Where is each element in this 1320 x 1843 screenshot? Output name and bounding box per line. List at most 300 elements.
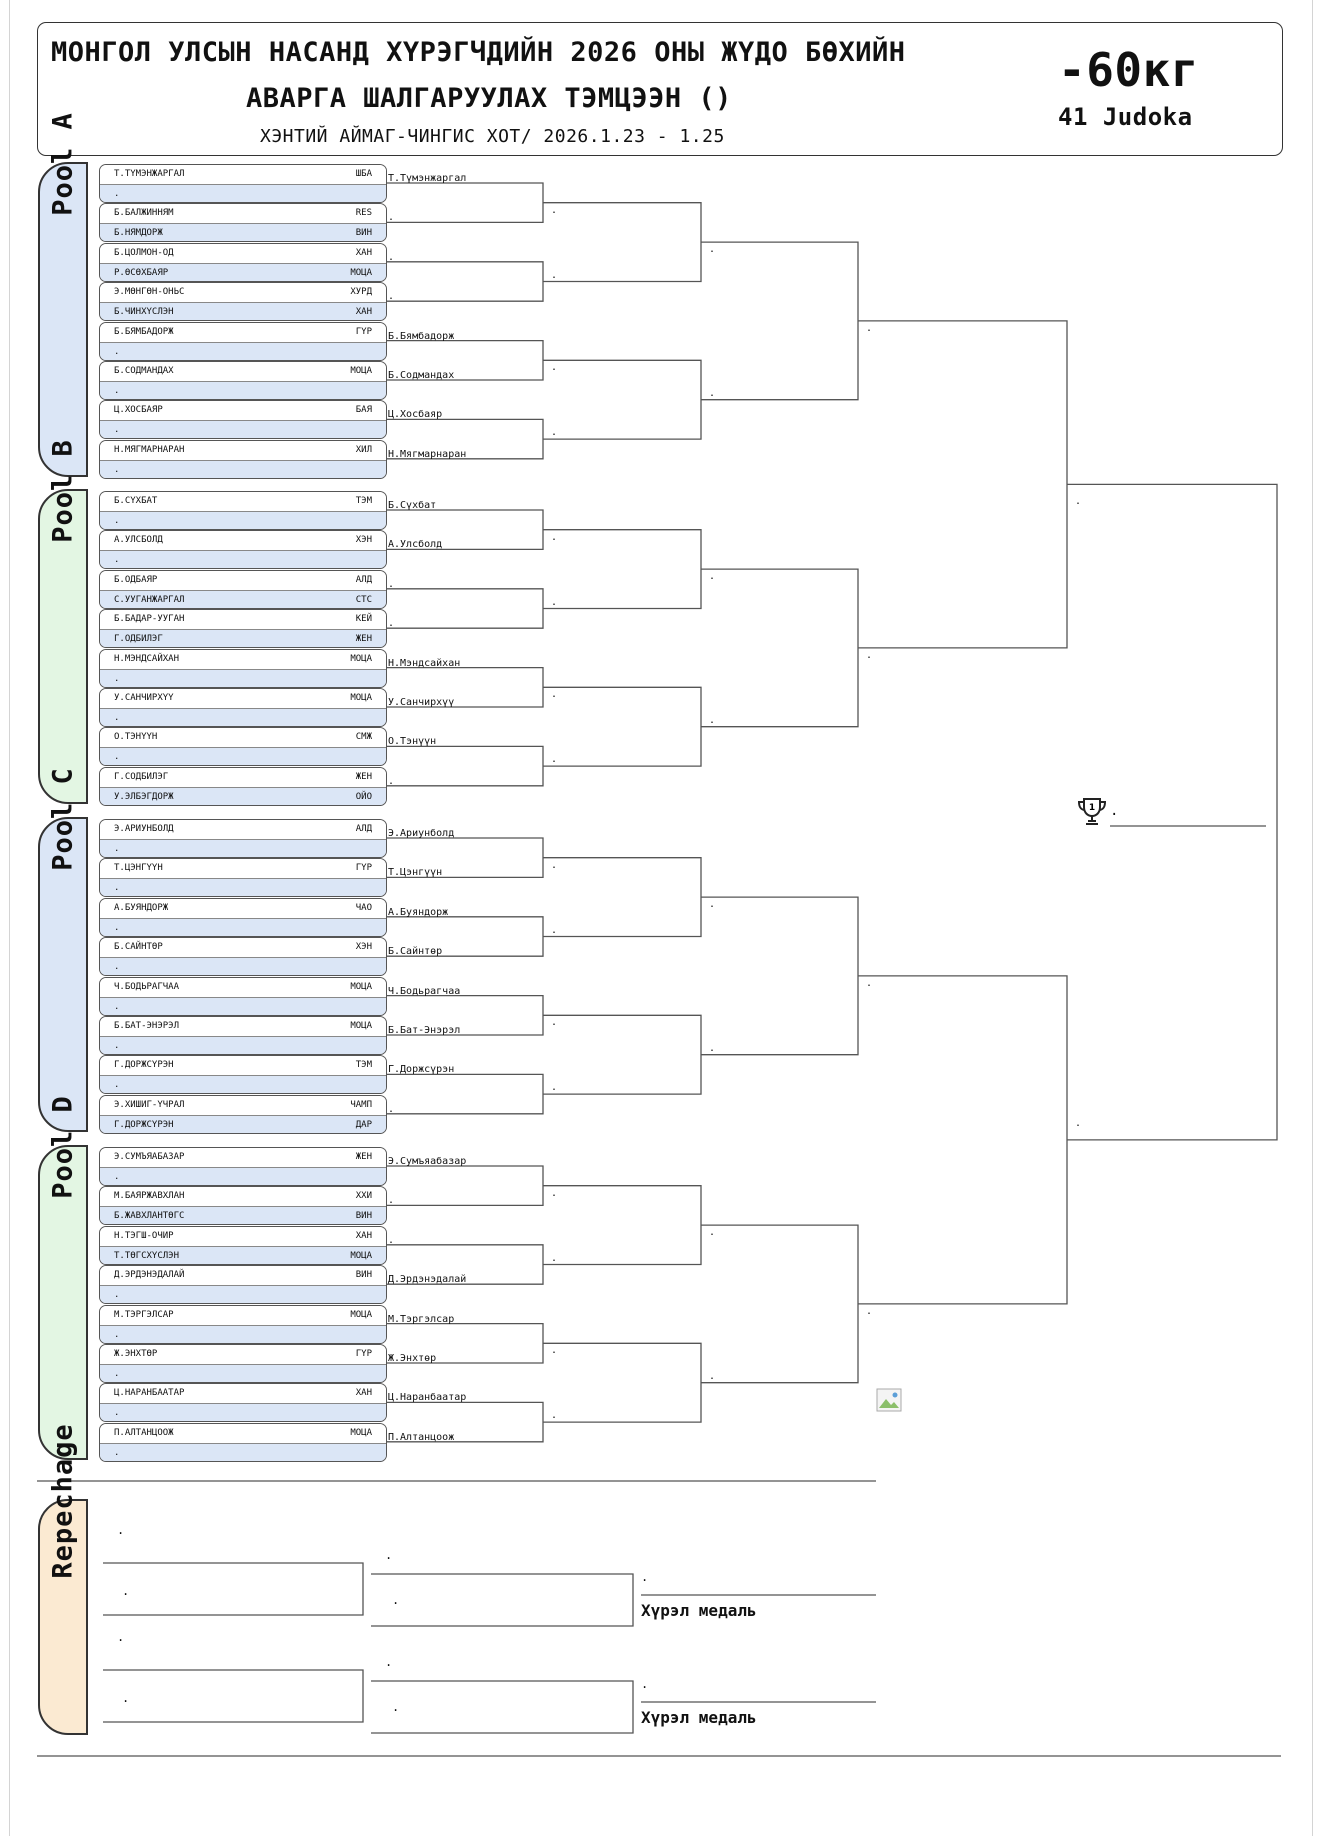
club-code: ВИН — [355, 1211, 372, 1222]
white-competitor[interactable] — [100, 820, 386, 838]
r2-winner: . — [551, 1410, 558, 1422]
white-competitor[interactable] — [100, 362, 386, 380]
r2-winner: . — [551, 924, 558, 936]
match-pair[interactable] — [99, 440, 387, 479]
r1-winner-a: Б.Бямбадорж — [388, 330, 455, 342]
rep-box1-entry: . — [122, 1691, 130, 1705]
club-code: МОЦА — [350, 1021, 372, 1031]
r3-winner: . — [709, 1227, 716, 1239]
match-pair[interactable] — [99, 1147, 387, 1186]
competitor-name: . — [114, 464, 120, 475]
white-competitor[interactable] — [100, 1227, 386, 1245]
champion-name: . — [1110, 803, 1119, 819]
repechage-label: Repechage — [47, 1423, 79, 1579]
white-competitor[interactable] — [100, 323, 386, 341]
competitor-name: . — [114, 1369, 120, 1379]
rep-medal-top: . — [641, 1677, 649, 1691]
club-code: АЛД — [355, 824, 372, 834]
r1-winner-b: Б.Содмандах — [388, 370, 455, 381]
bracket-line-r2 — [543, 858, 701, 937]
match-pair[interactable] — [99, 491, 387, 530]
club-code: ЧАО — [355, 902, 372, 913]
competitor-name: . — [114, 516, 120, 526]
competitor-name: . — [114, 1172, 120, 1182]
competitor-name: Т.ТӨГСХҮСЛЭН — [114, 1250, 180, 1261]
white-competitor[interactable] — [100, 1345, 386, 1363]
club-code: АЛД — [355, 574, 372, 585]
r2-winner: . — [551, 427, 558, 439]
bracket-line-r1 — [386, 746, 543, 785]
white-competitor[interactable] — [100, 204, 386, 222]
blue-competitor[interactable] — [100, 839, 386, 858]
r3-winner: . — [709, 1042, 716, 1054]
club-code: МОЦА — [350, 653, 372, 664]
r1-winner-a: . — [388, 1234, 395, 1246]
rep-box-1 — [103, 1670, 363, 1722]
club-code: ГҮР — [355, 863, 372, 874]
club-code: ХАН — [355, 247, 372, 258]
match-pair[interactable] — [99, 1344, 387, 1383]
blue-competitor[interactable] — [100, 1325, 386, 1344]
r1-winner-a: Э.Ариунболд — [388, 828, 455, 839]
rep-box1-entry: . — [122, 1584, 130, 1598]
bronze-medal-label: Хүрэл медаль — [641, 1601, 757, 1620]
blue-competitor[interactable] — [100, 511, 386, 530]
blue-competitor[interactable] — [100, 263, 386, 282]
competitor-name: А.БУЯНДОРЖ — [114, 902, 169, 913]
r1-winner-b: . — [388, 1195, 395, 1207]
r2-winner: . — [551, 1017, 558, 1029]
pool-label: Pool B — [47, 439, 79, 543]
white-competitor[interactable] — [100, 1096, 386, 1114]
competitor-name: . — [114, 1329, 120, 1340]
competitor-name: . — [114, 1447, 120, 1458]
blue-competitor[interactable] — [100, 460, 386, 479]
club-code: ОЙО — [355, 791, 372, 802]
match-pair[interactable] — [99, 688, 387, 727]
club-code: ТЭМ — [355, 1060, 372, 1071]
competitor-name: М.БАЯРЖАВХЛАН — [114, 1191, 185, 1202]
blue-competitor[interactable] — [100, 184, 386, 203]
bracket-line-r2 — [543, 1186, 701, 1265]
r2-winner: . — [551, 362, 558, 374]
white-competitor[interactable] — [100, 1424, 386, 1442]
competitor-name: Б.ЖАВХЛАНТӨГС — [114, 1211, 185, 1222]
pool-box-b — [38, 439, 88, 804]
blue-competitor[interactable] — [100, 550, 386, 569]
broken-image-icon — [876, 1388, 902, 1416]
white-competitor[interactable] — [100, 244, 386, 262]
pool-label: Pool C — [47, 767, 79, 871]
white-competitor[interactable] — [100, 492, 386, 510]
competitor-name: Ц.НАРАНБААТАР — [114, 1388, 185, 1399]
club-code: ХАН — [355, 307, 372, 318]
bracket-line-r1 — [386, 1166, 543, 1205]
bracket-line-r2 — [543, 1343, 701, 1422]
r1-winner-b: У.Санчирхүү — [388, 697, 455, 708]
blue-competitor[interactable] — [100, 787, 386, 806]
pool-label: Pool D — [47, 1095, 79, 1199]
r1-winner-b: . — [388, 775, 395, 787]
blue-competitor[interactable] — [100, 381, 386, 400]
competitor-name: . — [114, 1080, 120, 1091]
pool-box-d — [38, 1095, 88, 1460]
match-pair[interactable] — [99, 1055, 387, 1094]
club-code: ХЭН — [355, 535, 372, 546]
blue-competitor[interactable] — [100, 342, 386, 361]
competitor-name: . — [114, 1290, 120, 1301]
blue-competitor[interactable] — [100, 223, 386, 242]
r3-winner: . — [709, 571, 716, 583]
competitor-name: Э.АРИУНБОЛД — [114, 824, 174, 834]
blue-competitor[interactable] — [100, 957, 386, 976]
bracket-line-r1 — [386, 589, 543, 628]
match-pair[interactable] — [99, 203, 387, 242]
white-competitor[interactable] — [100, 1306, 386, 1324]
blue-competitor[interactable] — [100, 1285, 386, 1304]
club-code: СМЖ — [355, 732, 372, 743]
blue-competitor[interactable] — [100, 1167, 386, 1186]
r2-winner: . — [551, 689, 558, 701]
club-code: МОЦА — [350, 366, 372, 376]
white-competitor[interactable] — [100, 689, 386, 707]
rep-box-1 — [103, 1563, 363, 1615]
competitor-name: Э.СУМЪЯАБАЗАР — [114, 1152, 185, 1162]
pool-winner: . — [866, 977, 873, 989]
competitor-name: Б.СОДМАНДАХ — [114, 366, 174, 376]
pool-winner: . — [866, 322, 873, 334]
match-pair[interactable] — [99, 282, 387, 321]
club-code: ВИН — [355, 1270, 372, 1281]
match-pair[interactable] — [99, 322, 387, 361]
white-competitor[interactable] — [100, 768, 386, 786]
r1-winner-a: М.Тэргэлсар — [388, 1313, 455, 1325]
r1-winner-b: Б.Сайнтөр — [388, 946, 443, 958]
white-competitor[interactable] — [100, 1384, 386, 1402]
r1-winner-a: Т.Түмэнжаргал — [388, 173, 467, 184]
white-competitor[interactable] — [100, 283, 386, 301]
r2-winner: . — [551, 204, 558, 216]
club-code: ХАН — [355, 1230, 372, 1241]
match-pair[interactable] — [99, 1016, 387, 1055]
club-code: ХЭН — [355, 942, 372, 953]
club-code: БАЯ — [355, 405, 372, 416]
r1-winner-a: Ц.Наранбаатар — [388, 1392, 467, 1404]
r1-winner-a: . — [388, 251, 395, 263]
r1-winner-a: Ч.Бодьрагчаа — [388, 985, 461, 997]
club-code: МОЦА — [350, 693, 372, 703]
r3-winner: . — [709, 387, 716, 399]
competitor-name: Ж.ЭНХТӨР — [114, 1349, 158, 1359]
match-pair[interactable] — [99, 570, 387, 609]
rep-box2-entry: . — [392, 1593, 400, 1607]
match-pair[interactable] — [99, 1226, 387, 1265]
r2-winner: . — [551, 1252, 558, 1264]
match-pair[interactable] — [99, 400, 387, 439]
rep-box2-top: . — [385, 1548, 393, 1562]
competitor-name: . — [114, 752, 120, 763]
white-competitor[interactable] — [100, 571, 386, 589]
blue-competitor[interactable] — [100, 629, 386, 648]
white-competitor[interactable] — [100, 938, 386, 956]
blue-competitor[interactable] — [100, 669, 386, 688]
svg-text:1: 1 — [1088, 803, 1096, 813]
blue-competitor[interactable] — [100, 1403, 386, 1422]
white-competitor[interactable] — [100, 899, 386, 917]
r3-winner: . — [709, 714, 716, 726]
blue-competitor[interactable] — [100, 1036, 386, 1055]
r1-winner-a: А.Буяндорж — [388, 906, 449, 918]
club-code: ХАН — [355, 1388, 372, 1399]
r3-winner: . — [709, 244, 716, 256]
pool-label: Pool A — [47, 112, 79, 216]
competitor-name: . — [114, 962, 120, 973]
r1-winner-a: О.Тэнүүн — [388, 736, 437, 748]
r1-winner-b: . — [388, 618, 395, 630]
match-pair[interactable] — [99, 819, 387, 858]
competitor-name: Б.ЦОЛМОН-ОД — [114, 247, 174, 258]
club-code: ХУРД — [350, 287, 372, 298]
match-pair[interactable] — [99, 1095, 387, 1134]
competitor-name: . — [114, 346, 120, 357]
club-code: RES — [355, 208, 372, 219]
competitor-name: Б.БАДАР-УУГАН — [114, 614, 185, 625]
venue-date: ХЭНТИЙ АЙМАГ-ЧИНГИС ХОТ/ 2026.1.23 - 1.25 — [260, 126, 725, 147]
r1-winner-b: Б.Бат-Энэрэл — [388, 1025, 461, 1036]
pool-winner: . — [866, 1305, 873, 1317]
club-code: ГҮР — [355, 1349, 372, 1359]
r2-winner: . — [551, 859, 558, 871]
competitor-name: . — [114, 1001, 120, 1012]
judoka-count: 41 Judoka — [1058, 103, 1193, 131]
semifinal-winner: . — [1075, 496, 1082, 508]
title-line-2: АВАРГА ШАЛГАРУУЛАХ ТЭМЦЭЭН () — [246, 83, 732, 114]
match-pair[interactable] — [99, 977, 387, 1016]
blue-competitor[interactable] — [100, 1206, 386, 1225]
match-pair[interactable] — [99, 1305, 387, 1344]
club-code: МОЦА — [350, 267, 372, 278]
competitor-name: Б.НЯМДОРЖ — [114, 228, 163, 239]
blue-competitor[interactable] — [100, 918, 386, 937]
weight-category: -60кг — [1058, 43, 1199, 97]
white-competitor[interactable] — [100, 859, 386, 877]
blue-competitor[interactable] — [100, 708, 386, 727]
blue-competitor[interactable] — [100, 1246, 386, 1265]
blue-competitor[interactable] — [100, 1364, 386, 1383]
blue-competitor[interactable] — [100, 1115, 386, 1134]
bracket-line-r2 — [543, 1015, 701, 1094]
club-code: ЖЕН — [355, 634, 372, 645]
r2-winner: . — [551, 1345, 558, 1357]
blue-competitor[interactable] — [100, 997, 386, 1016]
club-code: СТС — [355, 594, 372, 605]
competitor-name: . — [114, 386, 120, 396]
competitor-name: М.ТЭРГЭЛСАР — [114, 1309, 174, 1320]
rep-top-entry: . — [117, 1523, 125, 1537]
club-code: ДАР — [355, 1119, 372, 1130]
competitor-name: О.ТЭНҮҮН — [114, 732, 158, 743]
white-competitor[interactable] — [100, 531, 386, 549]
pool-box-c — [38, 767, 88, 1132]
club-code: ЧАМП — [350, 1099, 372, 1110]
r1-winner-b: А.Улсболд — [388, 539, 443, 551]
competitor-name: . — [114, 1408, 120, 1419]
match-pair[interactable] — [99, 767, 387, 806]
competitor-name: Б.СҮХБАТ — [114, 496, 158, 506]
match-pair[interactable] — [99, 727, 387, 766]
r2-winner: . — [551, 269, 558, 281]
club-code: КЕЙ — [355, 614, 372, 625]
competitor-name: . — [114, 189, 120, 199]
match-pair[interactable] — [99, 609, 387, 648]
r1-winner-b: Ж.Энхтөр — [388, 1353, 437, 1364]
match-pair[interactable] — [99, 1186, 387, 1225]
r2-winner: . — [551, 1082, 558, 1094]
r1-winner-a: . — [388, 578, 395, 590]
club-code: ХИЛ — [355, 444, 372, 455]
club-code: ЖЕН — [355, 771, 372, 782]
blue-competitor[interactable] — [100, 1075, 386, 1094]
competitor-name: . — [114, 713, 120, 723]
pool-box-a — [38, 112, 88, 477]
match-pair[interactable] — [99, 361, 387, 400]
match-pair[interactable] — [99, 649, 387, 688]
bracket-line-r2 — [543, 687, 701, 766]
r3-winner: . — [709, 899, 716, 911]
club-code: МОЦА — [350, 1309, 372, 1320]
white-competitor[interactable] — [100, 650, 386, 668]
competitor-name: Р.ӨСӨХБАЯР — [114, 267, 169, 278]
r2-winner: . — [551, 1187, 558, 1199]
match-pair[interactable] — [99, 530, 387, 569]
white-competitor[interactable] — [100, 1148, 386, 1166]
r1-winner-a: Б.Сүхбат — [388, 500, 437, 511]
r1-winner-b: . — [388, 291, 395, 303]
match-pair[interactable] — [99, 898, 387, 937]
white-competitor[interactable] — [100, 165, 386, 183]
competitor-name: . — [114, 673, 120, 684]
competitor-name: Н.МЯГМАРНАРАН — [114, 444, 185, 455]
competitor-name: Б.БЯМБАДОРЖ — [114, 326, 174, 337]
r2-winner: . — [551, 754, 558, 766]
rep-box-2 — [371, 1681, 633, 1733]
blue-competitor[interactable] — [100, 590, 386, 609]
competitor-name: . — [114, 1041, 120, 1051]
club-code: ХХИ — [355, 1191, 372, 1202]
match-pair[interactable] — [99, 937, 387, 976]
club-code: ВИН — [355, 228, 372, 239]
club-code: ЖЕН — [355, 1152, 372, 1162]
bracket-line-r1 — [386, 1074, 543, 1113]
competitor-name: У.САНЧИРХҮҮ — [114, 693, 174, 703]
blue-competitor[interactable] — [100, 1443, 386, 1462]
white-competitor[interactable] — [100, 441, 386, 459]
white-competitor[interactable] — [100, 401, 386, 419]
bracket-line-r3 — [701, 569, 858, 727]
competitor-name: . — [114, 555, 120, 566]
competitor-name: Ц.ХОСБАЯР — [114, 405, 163, 416]
bracket-line-r2 — [543, 530, 701, 609]
semifinal-winner: . — [1075, 1117, 1082, 1129]
club-code: ШБА — [355, 169, 372, 179]
white-competitor[interactable] — [100, 1266, 386, 1284]
bracket-line-r2 — [543, 203, 701, 282]
competitor-name: Ч.БОДЬРАГЧАА — [114, 981, 180, 992]
pool-winner: . — [866, 649, 873, 661]
blue-competitor[interactable] — [100, 302, 386, 321]
white-competitor[interactable] — [100, 1187, 386, 1205]
match-pair[interactable] — [99, 164, 387, 203]
competitor-name: Г.СОДБИЛЭГ — [114, 771, 169, 782]
competitor-name: Б.САЙНТӨР — [114, 942, 163, 953]
bracket-line-r1 — [386, 262, 543, 301]
bronze-medal-label: Хүрэл медаль — [641, 1708, 757, 1727]
r1-winner-b: Т.Цэнгүүн — [388, 867, 443, 879]
competitor-name: Э.ХИШИГ-ҮЧРАЛ — [114, 1099, 185, 1110]
competitor-name: . — [114, 922, 120, 933]
r1-winner-a: Н.Мэндсайхан — [388, 657, 461, 669]
r2-winner: . — [551, 531, 558, 543]
rep-box-2 — [371, 1574, 633, 1626]
bracket-line-r1 — [386, 183, 543, 222]
match-pair[interactable] — [99, 858, 387, 897]
match-pair[interactable] — [99, 1383, 387, 1422]
competitor-name: Н.ТЭГШ-ОЧИР — [114, 1230, 174, 1241]
competitor-name: Г.ДОРЖСҮРЭН — [114, 1119, 174, 1130]
repechage-box — [38, 1423, 88, 1735]
club-code: МОЦА — [350, 1427, 372, 1438]
r2-winner: . — [551, 596, 558, 608]
competitor-name: . — [114, 425, 120, 436]
competitor-name: Г.ДОРЖСҮРЭН — [114, 1060, 174, 1071]
title-line-1: МОНГОЛ УЛСЫН НАСАНД ХҮРЭГЧДИЙН 2026 ОНЫ ЖҮДО БӨХИЙН — [51, 37, 906, 68]
competitor-name: П.АЛТАНЦООЖ — [114, 1427, 174, 1438]
competitor-name: . — [114, 883, 120, 894]
blue-competitor[interactable] — [100, 747, 386, 766]
competitor-name: Д.ЭРДЭНЭДАЛАЙ — [114, 1270, 185, 1281]
bracket-line-r3 — [701, 242, 858, 400]
club-code: МОЦА — [350, 981, 372, 992]
club-code: ГҮР — [355, 326, 372, 337]
blue-competitor[interactable] — [100, 878, 386, 897]
white-competitor[interactable] — [100, 1017, 386, 1035]
white-competitor[interactable] — [100, 1056, 386, 1074]
white-competitor[interactable] — [100, 610, 386, 628]
competitor-name: Т.ЦЭНГҮҮН — [114, 863, 163, 874]
bracket-line-r3 — [701, 897, 858, 1055]
competitor-name: Г.ОДБИЛЭГ — [114, 634, 163, 645]
competitor-name: Э.МӨНГӨН-ОНЬС — [114, 287, 185, 298]
rep-box2-entry: . — [392, 1700, 400, 1714]
competitor-name: Б.ЧИНХҮСЛЭН — [114, 307, 174, 318]
r3-winner: . — [709, 1370, 716, 1382]
r1-winner-b: . — [388, 1103, 395, 1115]
match-pair[interactable] — [99, 1265, 387, 1304]
competitor-name: Н.МЭНДСАЙХАН — [114, 653, 180, 664]
r1-winner-a: Ц.Хосбаяр — [388, 409, 443, 421]
blue-competitor[interactable] — [100, 420, 386, 439]
white-competitor[interactable] — [100, 728, 386, 746]
match-pair[interactable] — [99, 1423, 387, 1462]
r1-winner-b: Н.Мягмарнаран — [388, 448, 467, 460]
competitor-name: Б.БАТ-ЭНЭРЭЛ — [114, 1021, 180, 1031]
white-competitor[interactable] — [100, 978, 386, 996]
r1-winner-b: Д.Эрдэнэдалай — [388, 1274, 467, 1286]
match-pair[interactable] — [99, 243, 387, 282]
club-code: МОЦА — [350, 1250, 372, 1261]
bracket-line-semifinal — [858, 321, 1067, 648]
r1-winner-b: П.Алтанцоож — [388, 1431, 455, 1443]
